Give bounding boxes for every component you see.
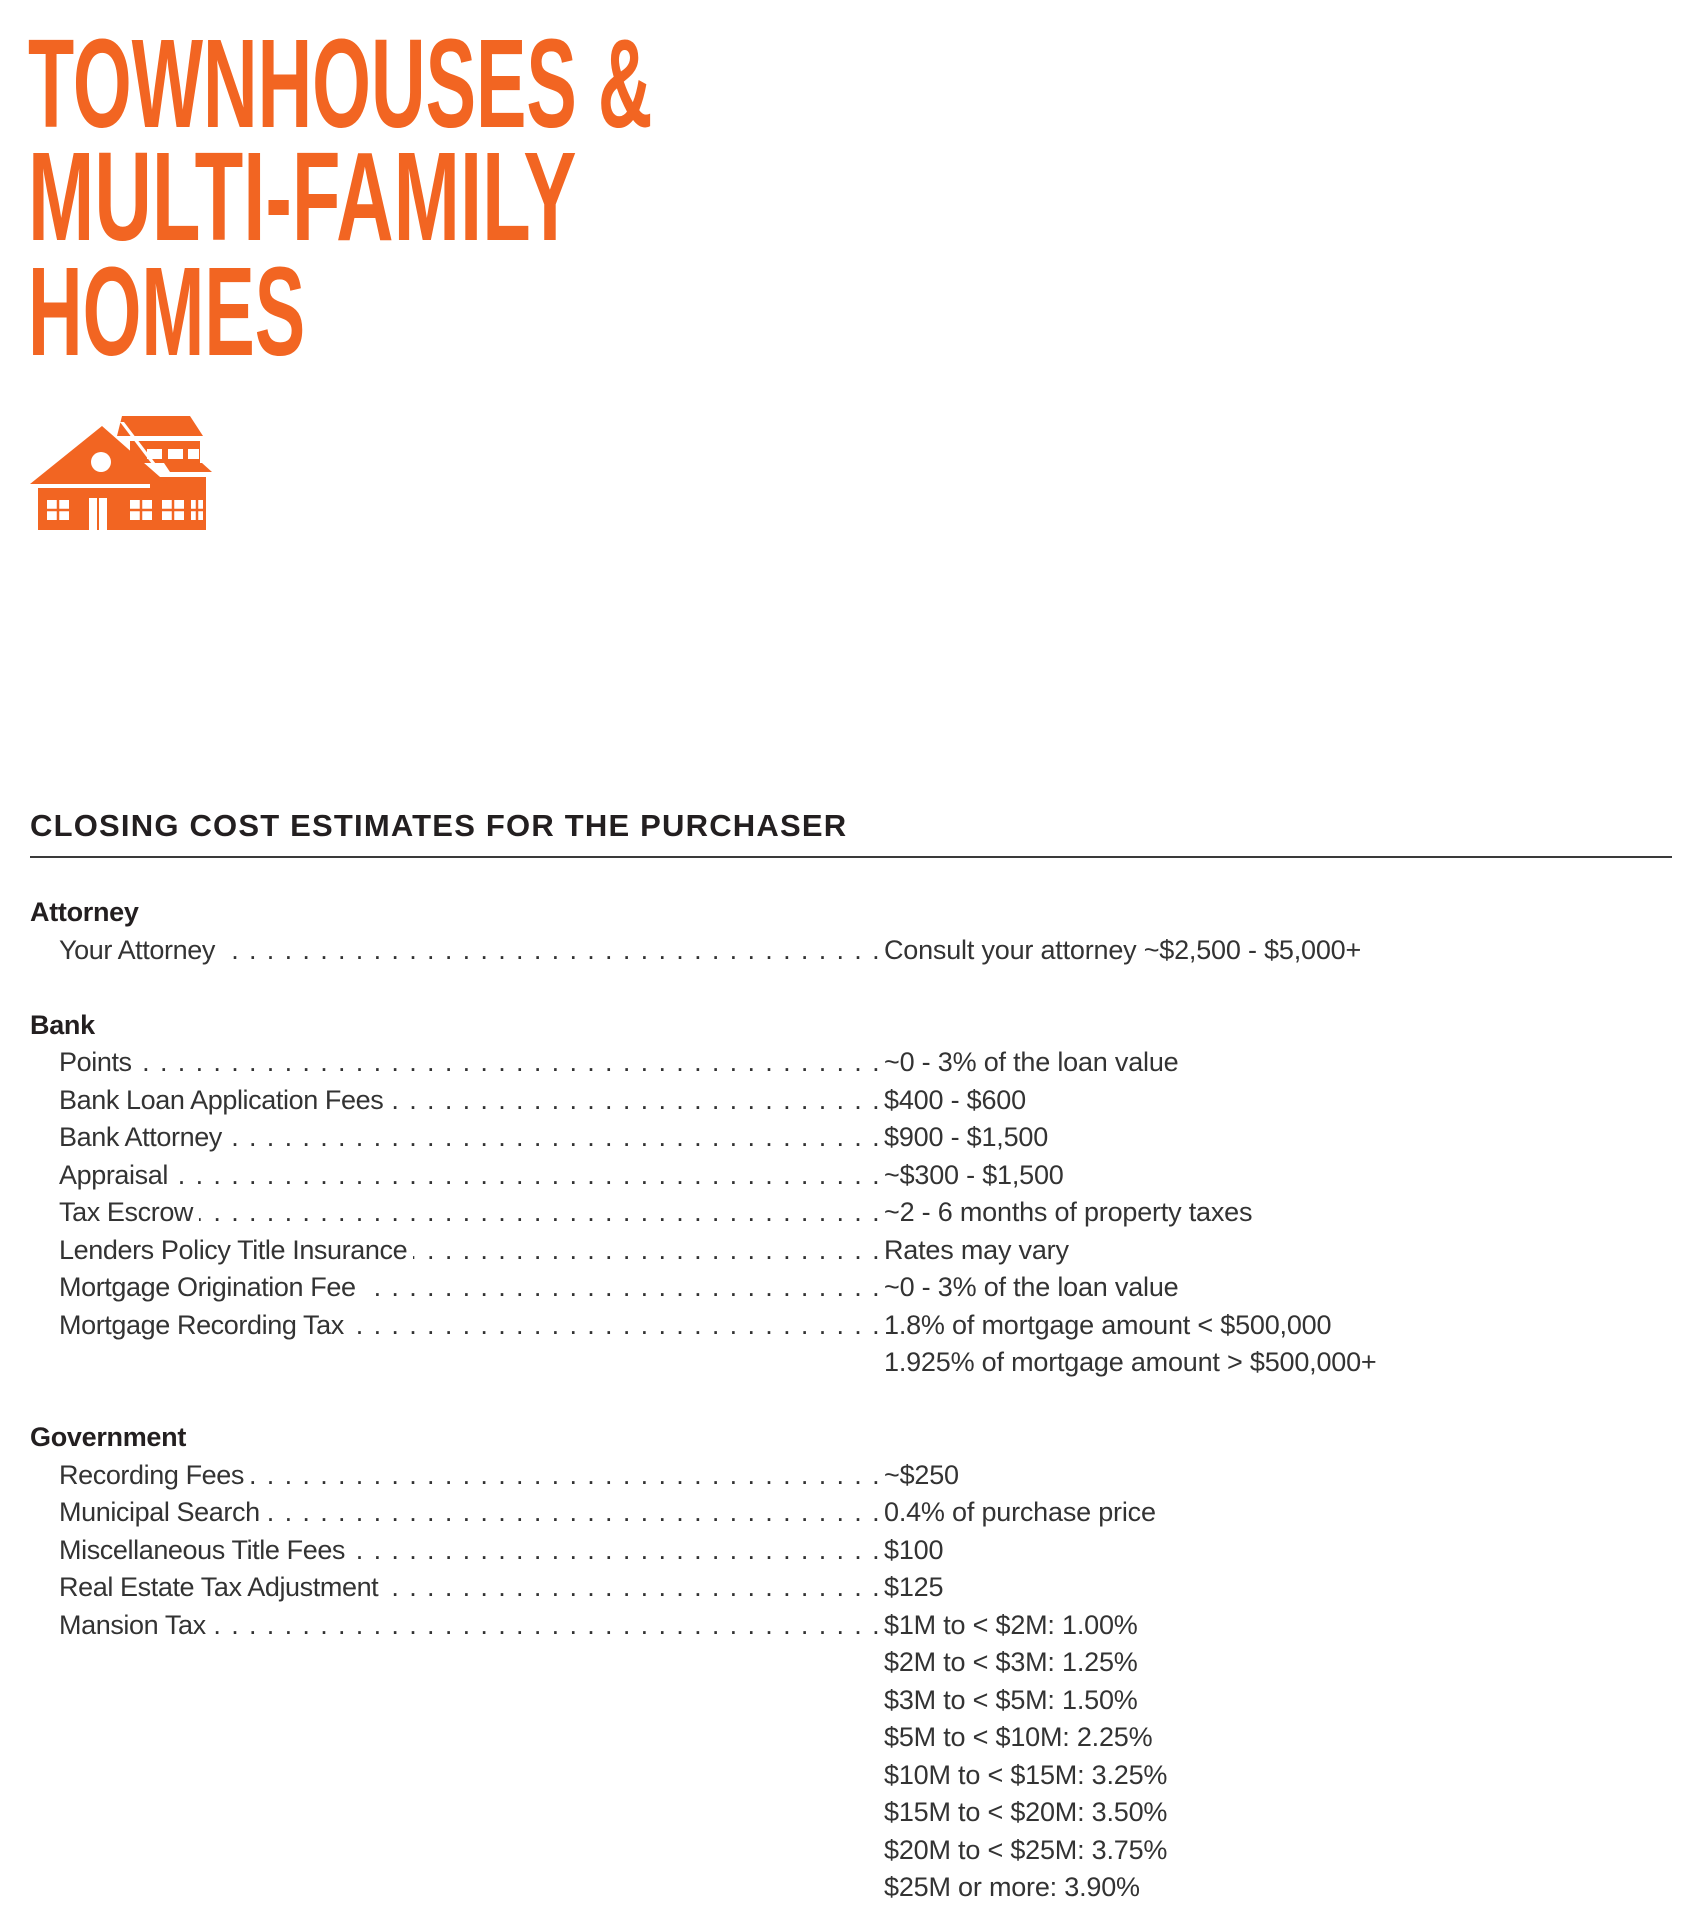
- cost-item-row: [0, 1607, 1700, 1645]
- cost-item-row: [0, 1532, 1700, 1570]
- cost-item-value: $15M to < $20M: 3.50%: [884, 1797, 1168, 1827]
- cost-item-value: 1.8% of mortgage amount < $500,000: [884, 1309, 1332, 1340]
- closing-cost-table: [0, 894, 1700, 1907]
- section-divider: [30, 856, 1672, 858]
- cost-item-value: $125: [884, 1572, 944, 1602]
- cost-item-row: [0, 932, 1700, 970]
- cost-item-value: $3M to < $5M: 1.50%: [884, 1684, 1138, 1715]
- cost-item-value: $1M to < $2M: 1.00%: [884, 1609, 1138, 1640]
- cost-item-label: Points: [59, 1044, 138, 1082]
- cost-item-continuation-row: [0, 1757, 1700, 1795]
- group-spacer: [0, 969, 1700, 1007]
- cost-item-value: 1.925% of mortgage amount > $500,000+: [884, 1347, 1377, 1377]
- cost-item-value: $100: [884, 1534, 944, 1565]
- cost-item-label: Appraisal: [59, 1157, 174, 1195]
- cost-item-continuation-row: [0, 1794, 1700, 1832]
- cost-item-row: [0, 1157, 1700, 1195]
- cost-item-value: Rates may vary: [884, 1234, 1069, 1265]
- section-heading: CLOSING COST ESTIMATES FOR THE PURCHASER: [30, 808, 848, 843]
- cost-item-continuation-row: [0, 1682, 1700, 1720]
- cost-item-row: [0, 1307, 1700, 1345]
- cost-item-label: Your Attorney: [59, 932, 221, 970]
- cost-item-label: Bank Attorney: [59, 1119, 228, 1157]
- dot-leader: [59, 1044, 881, 1082]
- cost-item-label: Mortgage Origination Fee: [59, 1269, 362, 1307]
- cost-item-label: Recording Fees: [59, 1457, 250, 1495]
- cost-item-value: ~0 - 3% of the loan value: [884, 1272, 1179, 1302]
- cost-item-value: 0.4% of purchase price: [884, 1497, 1156, 1527]
- cost-item-label: Tax Escrow: [59, 1194, 199, 1232]
- cost-item-label: Real Estate Tax Adjustment: [59, 1569, 384, 1607]
- cost-item-value: $20M to < $25M: 3.75%: [884, 1834, 1168, 1865]
- cost-item-row: [0, 1194, 1700, 1232]
- townhouse-multi-family-icon: [30, 414, 246, 532]
- cost-item-continuation-row: [0, 1344, 1700, 1382]
- cost-item-value: $25M or more: 3.90%: [884, 1872, 1140, 1902]
- group-header-bank: Bank: [30, 1009, 95, 1040]
- cost-item-continuation-row: [0, 1832, 1700, 1870]
- cost-item-continuation-row: [0, 1869, 1700, 1907]
- cost-item-value: $2M to < $3M: 1.25%: [884, 1647, 1138, 1677]
- cost-item-label: Lenders Policy Title Insurance: [59, 1232, 413, 1270]
- cost-item-value: $10M to < $15M: 3.25%: [884, 1759, 1168, 1790]
- cost-item-row: [0, 1044, 1700, 1082]
- cost-item-continuation-row: [0, 1719, 1700, 1757]
- cost-item-value: ~2 - 6 months of property taxes: [884, 1197, 1253, 1227]
- cost-item-label: Mortgage Recording Tax: [59, 1307, 350, 1345]
- cost-item-row: [0, 1494, 1700, 1532]
- group-header-attorney: Attorney: [30, 897, 139, 927]
- cost-item-label: Municipal Search: [59, 1494, 266, 1532]
- dot-leader: [59, 1157, 881, 1195]
- cost-item-row: [0, 1457, 1700, 1495]
- cost-item-row: [0, 1082, 1700, 1120]
- cost-item-label: Mansion Tax: [59, 1607, 212, 1645]
- page-title-line-2: MULTI-FAMILY: [28, 126, 577, 267]
- cost-item-row: [0, 1119, 1700, 1157]
- cost-item-row: [0, 1232, 1700, 1270]
- cost-item-value: ~$250: [884, 1459, 959, 1490]
- cost-item-value: $900 - $1,500: [884, 1122, 1049, 1152]
- cost-item-value: Consult your attorney ~$2,500 - $5,000+: [884, 934, 1362, 965]
- cost-item-value: ~$300 - $1,500: [884, 1159, 1064, 1190]
- cost-item-label: Miscellaneous Title Fees: [59, 1532, 351, 1570]
- group-header-government: Government: [30, 1422, 187, 1452]
- cost-item-row: [0, 1569, 1700, 1607]
- cost-item-continuation-row: [0, 1644, 1700, 1682]
- cost-item-value: $400 - $600: [884, 1084, 1026, 1115]
- cost-item-label: Bank Loan Application Fees: [59, 1082, 389, 1120]
- group-spacer: [0, 1382, 1700, 1420]
- cost-item-value: ~0 - 3% of the loan value: [884, 1047, 1179, 1077]
- page-title-line-3: HOMES: [28, 241, 306, 382]
- cost-item-row: [0, 1269, 1700, 1307]
- cost-item-value: $5M to < $10M: 2.25%: [884, 1722, 1153, 1752]
- page-title-line-1: TOWNHOUSES &: [28, 13, 653, 154]
